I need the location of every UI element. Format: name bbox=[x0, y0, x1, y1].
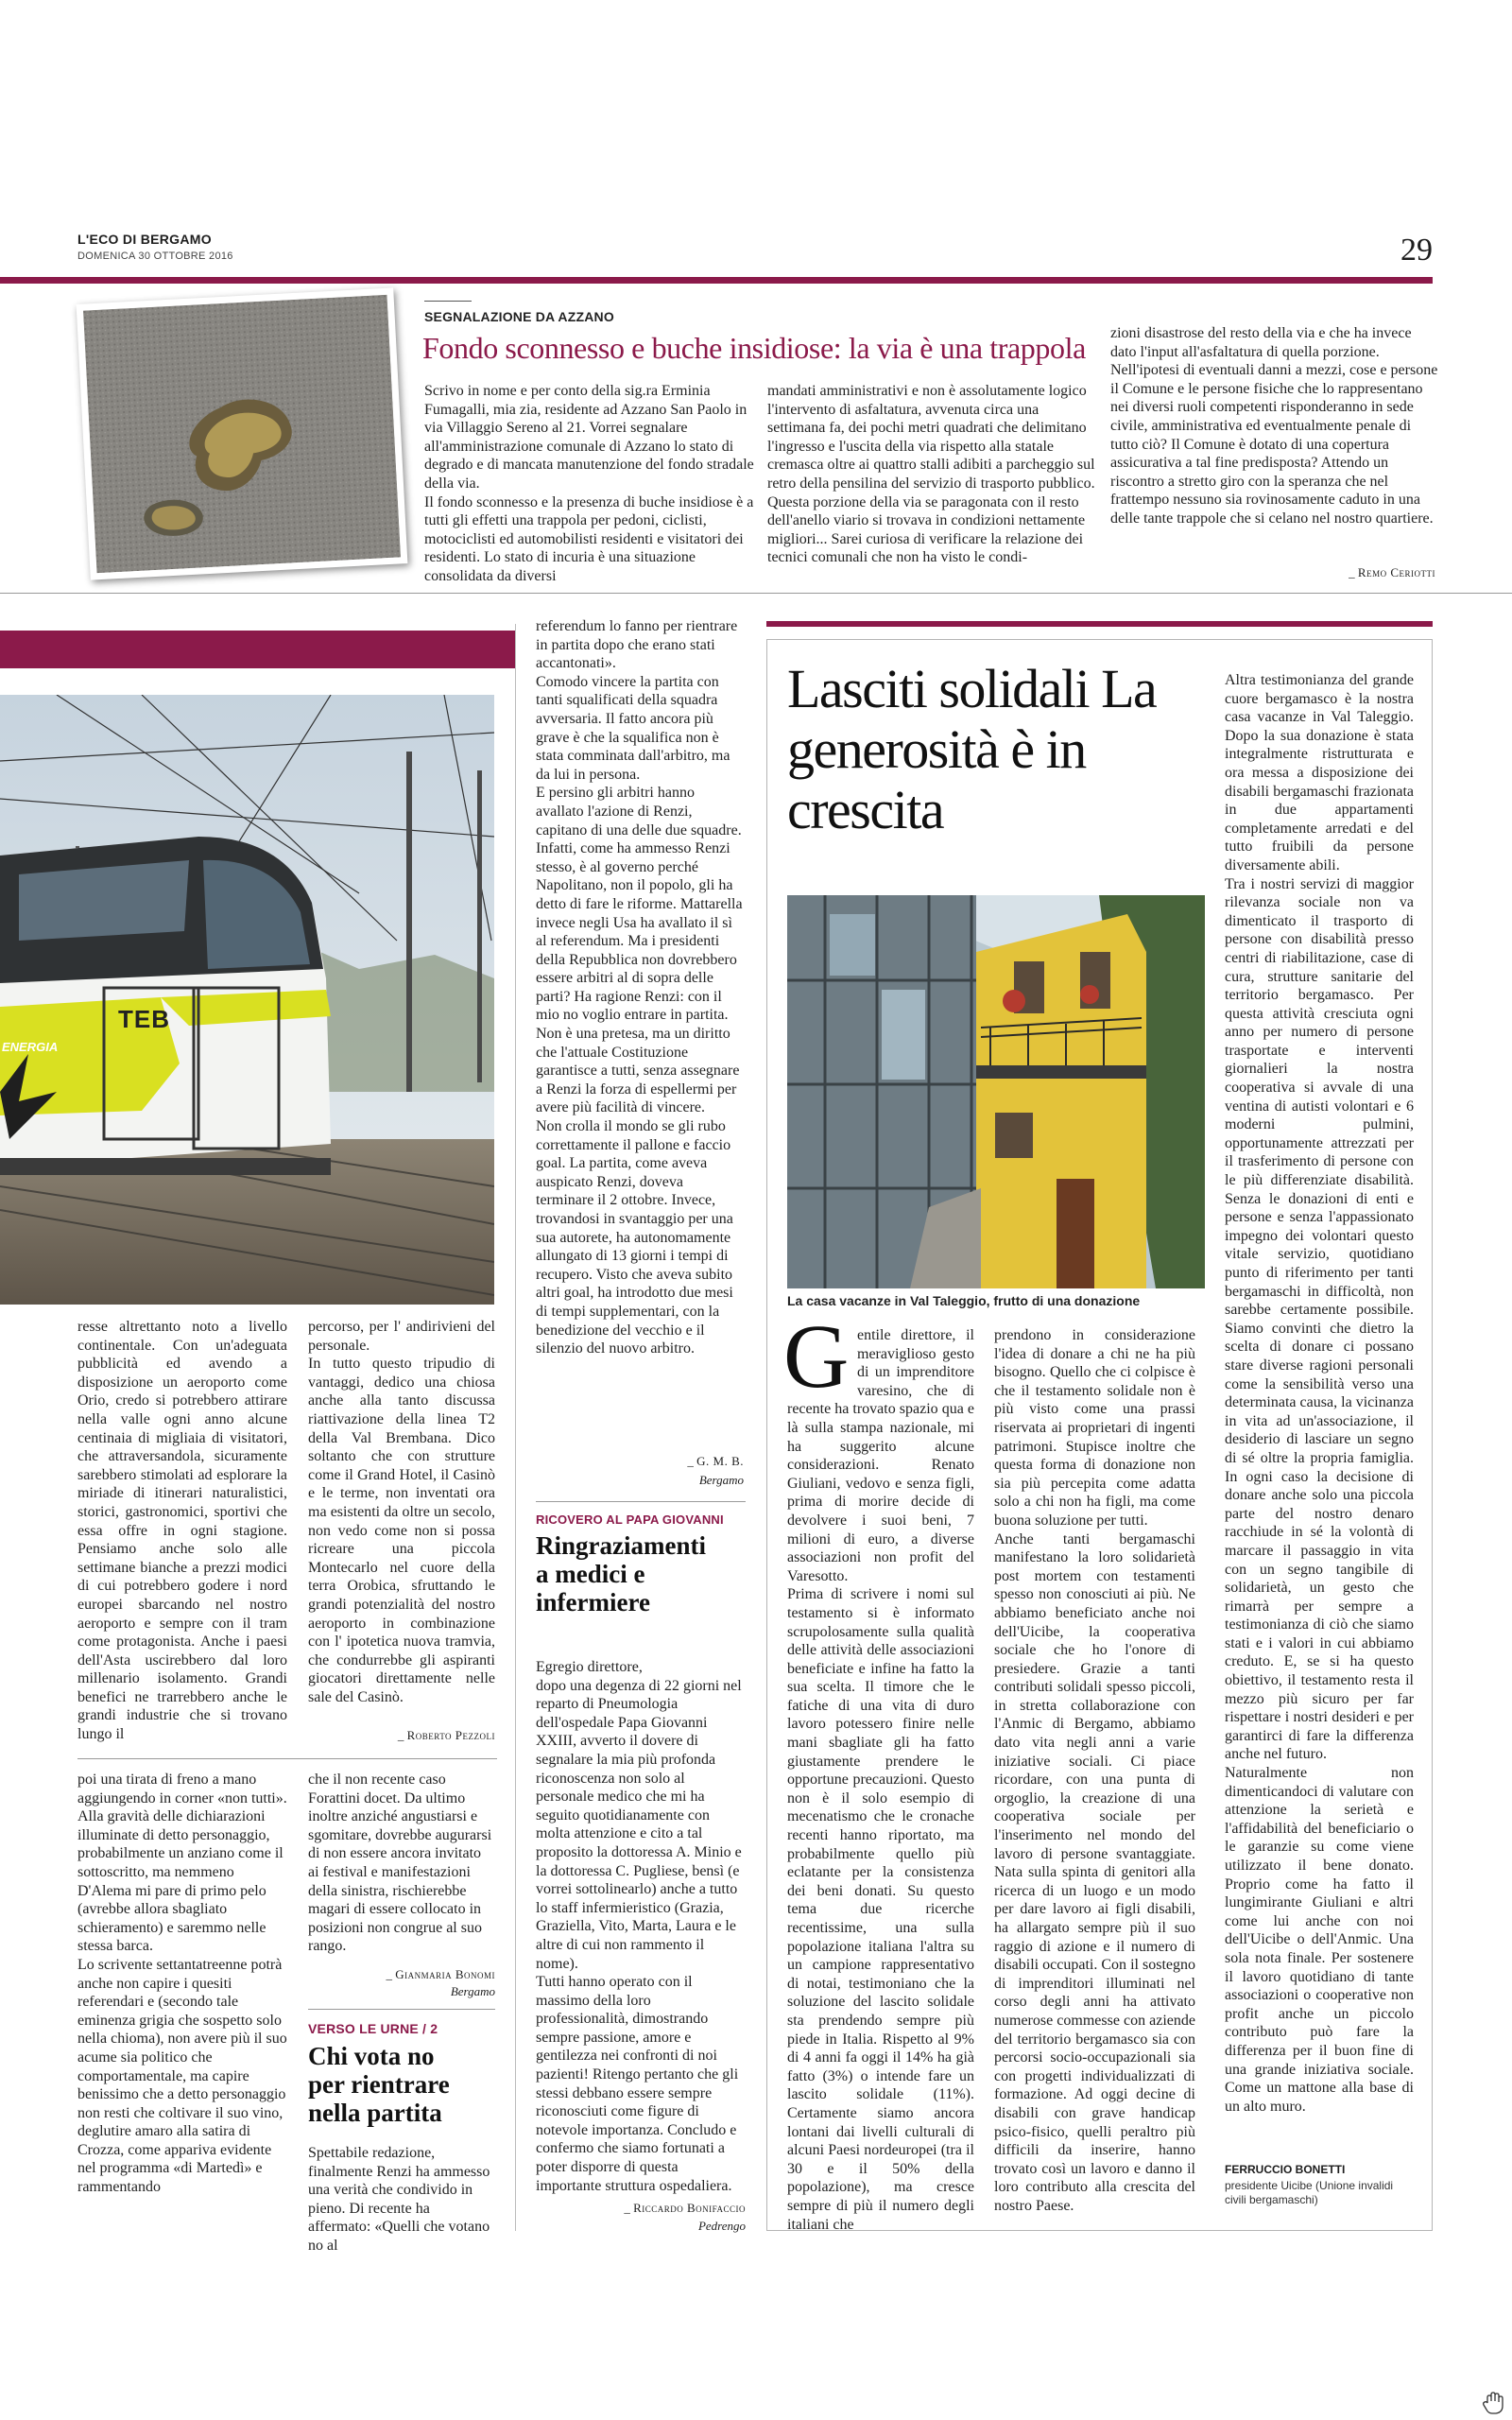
pezzoli-col2: percorso, per l' andirivieni del personale. In tutto questo tripudio di vantaggi, dedico una chiosa anche alla tanto discussa riattivazione della linea T2 della Val Brembana. Dico soltanto che con strutture come il Grand Hotel, il Casinò e le terme, non inventati ora ma esistenti da oltre un secolo, non vedo come non si possa ricreare una piccola Montecarlo nel cuore della terra Orobica, sfruttando le grandi potenzialità del nostro aeroporto in combinazione con l' ipotetica nuova tramvia, che condurrebbe gli aspiranti giocatori direttamente nelle sale del Casinò. bbox=[308, 1319, 495, 1705]
bonomi-location: Bergamo bbox=[450, 1984, 495, 1998]
lasciti-signature-role: presidente Uicibe (Unione invalidi civili bergamaschi) bbox=[1225, 2179, 1394, 2206]
pothole-illustration bbox=[83, 295, 401, 573]
issue-date: DOMENICA 30 OTTOBRE 2016 bbox=[77, 251, 233, 262]
pothole-photo bbox=[77, 287, 408, 579]
pezzoli-signature-name: Roberto Pezzoli bbox=[406, 1728, 495, 1742]
urne-text: Spettabile redazione, finalmente Renzi ha ammesso una verità che condivido in pieno. Di recente ha affermato: «Quelli che votano no al bbox=[308, 2145, 490, 2254]
papa-kicker: RICOVERO AL PAPA GIOVANNI bbox=[536, 1512, 724, 1527]
lasciti-col3: Altra testimonianza del grande cuore bergamasco è la nostra casa vacanze in Val Taleggio. Dopo la sua donazione è stata integralmente ristrutturata e ora messa a disposizione dei disabili bergamaschi frazionata in due appartamenti completamente arredati e del tutto fruibili da persone diversamente abili. Tra i nostri servizi di maggior rilevanza sociale non va dimenticato il trasporto di persone con disabilità presso centri di riabilitazione, case di cura, strutture sanitarie del territorio bergamasco. Per questa attività cresciuta ogni anno per numero di persone trasportate e interventi giornalieri la nostra cooperativa si avvale di una ventina di autisti volontari e 6 moderni pulmini, opportunamente attrezzati per il trasferimento di persone con le più differenziate disabilità. Senza le donazioni di enti e persone e senza l'appassionato impegno dei volontari questo vitale servizio, quotidiano punto di riferimento per tanti bergamaschi in difficoltà, non sarebbe certamente possibile. Siamo convinti che dietro la scelta di donare ci possano stare diverse ragioni personali come la sensibilità verso una determinata causa, la vicinanza in vita ad un'associazione, il desiderio di lasciare un segno di sé oltre la propria famiglia. In ogni caso la decisione di donare anche solo una piccola parte del nostro denaro racchiude in sé la volontà di marcare il passaggio in vita con un segno tangibile di solidarietà, un gesto che rimarrà per sempre a testimonianza di ciò che siamo stati e i valori in cui abbiamo creduto. E, se si ha questo obiettivo, il testamento resta il mezzo più sicuro per far rispettare i nostri desideri e per garantirci di fare la differenza anche nel futuro. Naturalmente non dimenticandoci di valutare con attenzione la serietà e l'affidabilità del beneficiario o le garanzie su come viene utilizzato il bene donato. Proprio come ha fatto il lungimirante Giuliani e altri come lui anche con noi dell'Uicibe o dell'Anmic. Una sola nota finale. Per sostenere il lavoro quotidiano di tante associazioni o cooperative non profit anche un piccolo contributo può fare la differenza per il buon fine di una grande iniziativa sociale. Come un mattone alla base di un alto muro. bbox=[1225, 672, 1414, 2115]
drop-cap-spacer bbox=[787, 1326, 857, 1398]
urne-kicker: VERSO LE URNE / 2 bbox=[308, 2021, 438, 2036]
article1-kicker: SEGNALAZIONE DA AZZANO bbox=[424, 309, 614, 324]
lasciti-col1 bbox=[787, 1326, 974, 2234]
article1-signature-name: Remo Ceriotti bbox=[1357, 565, 1435, 579]
article1-col3: zioni disastrose del resto della via e che ha invece dato l'input all'asfaltatura di quella porzione. Nell'ipotesi di eventuali danni a mezzi, cose e persone il Comune e le persone fisiche che lo rappresentano nei diversi ruoli competenti risponderanno in sede civile, amministrativa ed eventualmente penale di tutto ciò? Il Comune è dotato di una copertura assicurativa a tal fine predisposta? Attendo un riscontro a stretto giro con la speranza che nel frattempo nessuno sia rovinosamente caduto in una delle tante trappole che si celano nel nostro quartiere. bbox=[1110, 325, 1438, 527]
bonomi-col2: che il non recente caso Forattini docet. Da ultimo inoltre anziché angustiarsi e sgomitare, dovrebbe augurarsi di non essere ancora invitato ai festival e manifestazioni della sinistra, rischierebbe magari di essere collocato in posizioni non congrue al suo rango. bbox=[308, 1772, 492, 1955]
section-divider bbox=[0, 593, 1512, 594]
lasciti-headline: Lasciti solidali La generosità è in crescita bbox=[787, 658, 1157, 840]
gmb-location: Bergamo bbox=[698, 1473, 744, 1487]
tram-illustration bbox=[0, 695, 494, 1305]
gmb-text: referendum lo fanno per rientrare in partita dopo che erano stati accantonati». Comodo vincere la partita con tanti squalificati della squadra avversaria. Il fatto ancora più grave è che la squalifica non è stata comminata dall'arbitro, ma da lui in persona. E persino gli arbitri hanno avallato l'azione di Renzi, capitano di una delle due squadre. Infatti, come ha ammesso Renzi stesso, è al governo perché Napolitano, non il popolo, gli ha detto di fare le riforme. Mattarella invece negli Usa ha avallato il sì al referendum. Ma i presidenti della Repubblica non dovrebbero essere arbitri al di sopra delle parti? Ha ragione Renzi: con il mio no voglio entrare in partita. Non è una pretesa, ma un diritto che l'attuale Costituzione garantisce a tutti, senza assegnare a Renzi la forza di espellermi per avere più facilità di vincere. Non crolla il mondo se gli rubo correttamente il pallone e faccio goal. La partita, come aveva auspicato Renzi, doveva terminare il 2 ottobre. Invece, trovandosi in svantaggio per una sua autorete, ha autonomamente allungato di 13 giorni i tempi di recupero. Visto che aveva subito altri goal, ha introdotto due mesi di tempi supplementari, con la benedizione del vecchio e il silenzio del nuovo arbitro. bbox=[536, 618, 743, 1357]
tram-logo: TEB bbox=[118, 1005, 170, 1033]
pezzoli-signature: _ Roberto Pezzoli bbox=[397, 1728, 495, 1742]
left-vertical-divider bbox=[515, 624, 516, 2231]
house-caption: La casa vacanze in Val Taleggio, frutto di una donazione bbox=[787, 1293, 1141, 1308]
pezzoli-col1: resse altrettanto noto a livello continentale. Con un'adeguata pubblicità ed avendo a disposizione un aeroporto come Orio, credo si potrebbero attirare nella valle ogni anno alcune centinaia di migliaia di visitatori, che attraversandola, sicuramente sarebbero stimolati ad esplorare la miriade di itinerari naturalistici, storici, gastronomici, sportivi che essa offre in ogni stagione. Pensiamo anche solo alle settimane bianche a prezzi modici di cui potrebbero godere i nord europei sbarcando nel nostro aeroporto e sempre con il tram come protagonista. Anche i paesi dell'Asta uscirebbero dal loro millenario isolamento. Grandi benefici ne trarrebbero anche le grandi industrie che si trovano lungo il bbox=[77, 1319, 287, 1743]
papa-text: Egregio direttore, dopo una degenza di 22 giorni nel reparto di Pneumologia dell'ospedale Papa Giovanni XXIII, avverto il dovere di segnalare la mia più profonda riconoscenza non solo al personale medico che mi ha seguito quotidianamente con molta attenzione e cito a tal proposito la dottoressa A. Minio e la dottoressa C. Pugliese, bensì (e vorrei sottolinearlo) anche a tutto lo staff infermieristico (Grazia, Graziella, Vito, Marta, Laura e le altre di cui non rammento il nome). Tutti hanno operato con il massimo della loro professionalità, dimostrando sempre passione, amore e gentilezza nei confronti di noi pazienti! Ritengo pertanto che gli stessi debbano essere sempre riconosciuti come figure di notevole importanza. Concludo e confermo che siamo fortunati a poter disporre di questa importante struttura ospedaliera. bbox=[536, 1659, 742, 2194]
left-divider bbox=[77, 1758, 497, 1759]
article1-col1: Scrivo in nome e per conto della sig.ra Erminia Fumagalli, mia zia, residente ad Azzano San Paolo in via Villaggio Sereno al 21. Vorrei segnalare all'amministrazione comunale di Azzano lo stato di degrado e di mancata manutenzione del fondo stradale della via. Il fondo sconnesso e la presenza di buche insidiose è a tutti gli effetti una trappola per pedoni, ciclisti, motociclisti ed automobilisti residenti e visitatori dei residenti. Lo stato di incuria è una situazione consolidata da diversi bbox=[424, 383, 754, 584]
gmb-signature-name: G. M. B. bbox=[696, 1454, 744, 1468]
gmb-signature: _ G. M. B. bbox=[687, 1454, 744, 1468]
bonomi-signature: _ Gianmaria Bonomi bbox=[386, 1967, 495, 1981]
bonomi-col1: poi una tirata di freno a mano aggiungendo in corner «non tutti». Alla gravità delle dichiarazioni illuminate di detto personaggio, probabilmente un anziano come il sottoscritto, ma nemmeno D'Alema mi pare di primo pelo (avrebbe allora sbagliato schieramento) e saremmo nelle stessa barca. Lo scrivente settantatreenne potrà anche non capire i quesiti referendari e (secondo tale eminenza grigia che sospetto solo nella chioma), non avere più il suo acume sia politico che comportamentale, ma capire benissimo che a detto personaggio non resti che coltivare il suo vino, deglutire amaro alla satira di Crozza, come appariva evidente nel programma «di Martedì» e rammentando bbox=[77, 1772, 287, 2196]
lasciti-col1-text: entile direttore, il meraviglioso gesto di un imprenditore varesino, che di recente ha trovato spazio qua e là sulla stampa nazionale, mi ha suggerito alcune considerazioni. Renato Giuliani, vedovo e senza figli, prima di morire decide di devolvere i suoi beni, 7 milioni di euro, a diverse associazioni non profit del Varesotto. Prima di scrivere i nomi sul testamento si è informato scrupolosamente sulla qualità delle attività delle associazioni beneficiate e infine ha fatto la sua scelta. Il timore che le fatiche di una vita di duro lavoro potessero finire nelle mani sbagliate gli ha fatto giustamente prendere le opportune precauzioni. Questo non è il solo esempio di mecenatismo che le cronache recenti hanno riportato, ma probabilmente quello più eclatante per la consistenza dei beni donati. Su questo tema due ricerche recentissime, una sulla popolazione italiana l'altra su un campione rappresentativo di notai, testimoniano che la soluzione del lascito solidale sta prendendo sempre più piede in Italia. Rispetto al 9% di 4 anni fa oggi il 14% ha già fatto (3%) o intende fare un lascito solidale (11%). Certamente siamo ancora lontani dai livelli culturali di alcuni Paesi nordeuropei (tra il 30 e il 50% della popolazione), ma cresce sempre di più il numero degli italiani che bbox=[787, 1327, 974, 2233]
page-number: 29 bbox=[1400, 233, 1433, 268]
urne-headline: Chi vota no per rientrare nella partita bbox=[308, 2042, 450, 2127]
urne-rule bbox=[308, 2009, 495, 2010]
papa-headline: Ringraziamenti a medici e infermiere bbox=[536, 1531, 706, 1616]
papa-location: Pedrengo bbox=[697, 2219, 746, 2233]
drop-cap: G bbox=[783, 1305, 850, 1407]
paper-name: L'ECO DI BERGAMO bbox=[77, 232, 212, 247]
kicker-rule bbox=[424, 301, 472, 302]
lasciti-top-rule bbox=[766, 621, 1433, 627]
article1-headline: Fondo sconnesso e buche insidiose: la via è una trappola bbox=[422, 331, 1086, 365]
lasciti-col2: prendono in considerazione l'idea di donare a chi ne ha più bisogno. Quello che ci colpisce è che il testamento solidale non è più visto come una prassi riservata ai proprietari di ingenti patrimoni. Stupisce inoltre che questa forma di donazione non sia più percepita come adatta solo a chi non ha figli, ma come buona soluzione per tutti. Anche tanti bergamaschi manifestano la loro solidarietà post mortem con testamenti spesso non conosciuti ai più. Ne abbiamo beneficiato anche noi dell'Uicibe, la cooperativa sociale che ho l'onore di presiedere. Grazie a tanti contributi solidali spesso piccoli, in stretta collaborazione con l'Anmic di Bergamo, abbiamo dato vita negli anni a varie iniziative sociali. Ci piace ricordare, con una punta di orgoglio, la creazione di una cooperativa sociale per l'inserimento nel mondo del lavoro di persone svantaggiate. Nata sulla spinta di genitori alla ricerca di un luogo e un modo per dare lavoro ai figli disabili, ha allargato sempre più il suo raggio di azione e il numero di disabili occupati. Con il sostegno di imprenditori illuminati nel corso degli anni ha attivato numerose commesse con aziende del territorio bergamasco sia con percorsi socio-occupazionali sia con progetti individualizzati di formazione. Ad oggi decine di disabili con grave handicap psico-fisico, quelli peraltro più difficili da inserire, hanno trovato così un lavoro e danno il loro contributo alla crescita del nostro Paese. bbox=[994, 1327, 1195, 2214]
house-illustration bbox=[787, 895, 1205, 1288]
bonomi-signature-name: Gianmaria Bonomi bbox=[395, 1967, 495, 1981]
article1-col2: mandati amministrativi e non è assolutamente logico l'intervento di asfaltatura, avvenuta circa una settimana fa, dei pochi metri quadrati che delimitano l'ingresso e l'uscita della via rispetto alla statale cremasca oltre ai quattro stalli adibiti a parcheggio sul retro della pensilina del servizio di trasporto pubblico. Questa porzione della via se paragonata con il resto dell'anello viario si trovava in condizioni nettamente migliori... Sarei curiosa di verificare la relazione dei tecnici comunali che non ha visto le condi- bbox=[767, 383, 1095, 566]
header-rule bbox=[0, 277, 1433, 284]
tram-side-text: ENERGIA bbox=[2, 1040, 59, 1054]
article1-signature: _ Remo Ceriotti bbox=[1349, 565, 1435, 579]
papa-signature-name: Riccardo Bonifaccio bbox=[633, 2201, 746, 2215]
house-photo bbox=[787, 895, 1205, 1288]
papa-signature: _ Riccardo Bonifaccio bbox=[624, 2201, 746, 2215]
lasciti-signature-name: FERRUCCIO BONETTI bbox=[1225, 2163, 1346, 2176]
tram-photo bbox=[0, 695, 494, 1305]
hand-cursor-icon bbox=[1482, 2392, 1504, 2414]
papa-rule bbox=[536, 1501, 746, 1502]
left-accent-bar bbox=[0, 631, 515, 668]
